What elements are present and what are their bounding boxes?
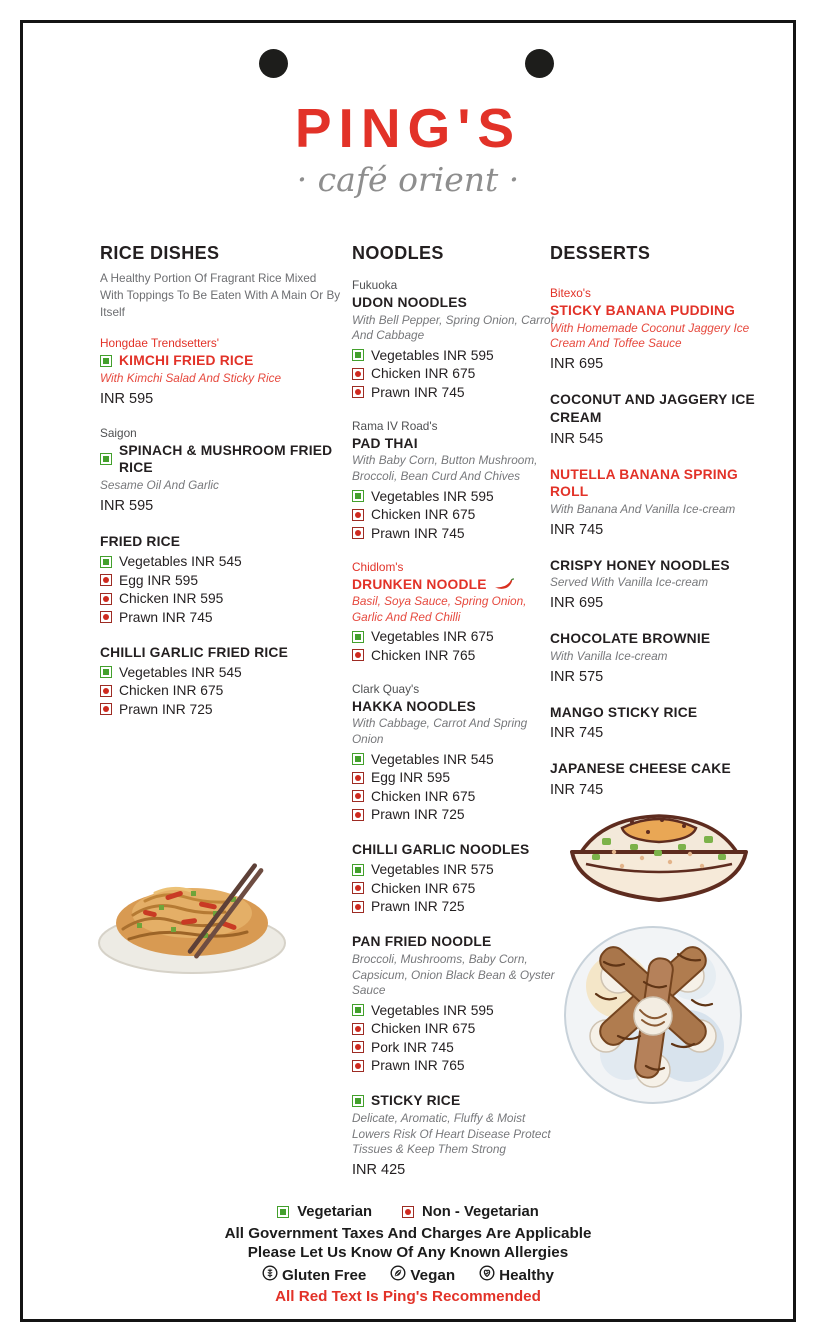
item-name-row bbox=[550, 630, 768, 648]
non-veg-icon bbox=[352, 509, 364, 521]
item-price: INR 595 bbox=[100, 497, 154, 514]
non-veg-icon bbox=[352, 386, 364, 398]
non-veg-icon bbox=[100, 611, 112, 623]
variant-row bbox=[352, 899, 557, 914]
legend-label: Non - Vegetarian bbox=[422, 1204, 539, 1220]
item-name-row bbox=[550, 391, 768, 426]
variant-row bbox=[100, 702, 342, 717]
variant-row bbox=[100, 554, 342, 569]
section-heading: DESSERTS bbox=[550, 243, 651, 263]
badge-vegan bbox=[390, 1265, 455, 1285]
variant-row bbox=[352, 807, 557, 822]
item-name: STICKY RICE bbox=[371, 1093, 461, 1109]
badge-label: Gluten Free bbox=[281, 1266, 367, 1284]
badge-gluten-free bbox=[262, 1265, 366, 1285]
item-name: HAKKA NOODLES bbox=[352, 698, 476, 714]
origin-label: Chidlom's bbox=[352, 559, 404, 574]
variant-label: Prawn INR 745 bbox=[371, 384, 465, 400]
menu-item bbox=[352, 1092, 557, 1178]
variant-row bbox=[352, 1040, 557, 1055]
variant-label: Pork INR 745 bbox=[371, 1039, 454, 1055]
non-veg-icon bbox=[402, 1206, 414, 1218]
item-price: INR 745 bbox=[550, 521, 604, 538]
variant-label: Egg INR 595 bbox=[371, 770, 450, 785]
variant-label: Egg INR 595 bbox=[119, 572, 198, 588]
non-veg-icon bbox=[100, 703, 112, 715]
variant-row bbox=[352, 752, 557, 767]
variant-row bbox=[352, 1021, 557, 1036]
vegan-icon bbox=[390, 1265, 406, 1285]
variant-label: Vegetables INR 675 bbox=[371, 629, 494, 645]
section-heading: RICE DISHES bbox=[100, 243, 220, 263]
veg-icon bbox=[100, 355, 112, 367]
item-name-row bbox=[352, 435, 557, 453]
item-description: Delicate, Aromatic, Fluffy & Moist Lowers Risk Of Heart Disease Protect Tissues & Keep Them Strong bbox=[352, 1110, 551, 1157]
item-description: Sesame Oil And Garlic bbox=[100, 478, 219, 493]
variant-label: Prawn INR 725 bbox=[371, 807, 465, 822]
origin-label: Saigon bbox=[100, 425, 137, 440]
binder-hole-left bbox=[259, 49, 288, 78]
item-name-row bbox=[352, 933, 557, 951]
variant-row bbox=[352, 489, 557, 504]
variant-label: Vegetables INR 595 bbox=[371, 488, 494, 504]
item-name-row bbox=[352, 841, 557, 859]
section-heading: NOODLES bbox=[352, 243, 444, 263]
veg-icon bbox=[277, 1206, 289, 1218]
item-description: Broccoli, Mushrooms, Baby Corn, Capsicum, Onion Black Bean & Oyster Sauce bbox=[352, 951, 555, 998]
menu-item bbox=[352, 278, 557, 400]
variant-row bbox=[352, 507, 557, 522]
section-items bbox=[100, 336, 342, 716]
menu-item bbox=[100, 336, 342, 406]
item-description: With Kimchi Salad And Sticky Rice bbox=[100, 370, 282, 385]
variant-row bbox=[352, 366, 557, 381]
recommended-note: All Red Text Is Ping's Recommended bbox=[275, 1288, 541, 1305]
section-items bbox=[352, 278, 557, 1178]
veg-icon bbox=[352, 1004, 364, 1016]
legend-nonveg bbox=[402, 1204, 539, 1220]
non-veg-icon bbox=[352, 882, 364, 894]
origin-label: Rama IV Road's bbox=[352, 418, 438, 433]
non-veg-icon bbox=[100, 685, 112, 697]
veg-icon bbox=[352, 864, 364, 876]
item-name: CHILLI GARLIC FRIED RICE bbox=[100, 644, 288, 660]
item-description: With Baby Corn, Button Mushroom, Broccoli, Bean Curd And Chives bbox=[352, 453, 538, 484]
variant-row bbox=[100, 573, 342, 588]
item-description: With Bell Pepper, Spring Onion, Carrot And Cabbage bbox=[352, 312, 554, 343]
variant-label: Prawn INR 725 bbox=[371, 899, 465, 915]
variant-row bbox=[352, 648, 557, 663]
veg-icon bbox=[352, 490, 364, 502]
origin-label: Clark Quay's bbox=[352, 681, 420, 696]
variant-label: Vegetables INR 545 bbox=[119, 664, 242, 680]
item-name: PAN FRIED NOODLE bbox=[352, 934, 492, 950]
item-description: Served With Vanilla Ice-cream bbox=[550, 575, 709, 590]
veg-icon bbox=[352, 349, 364, 361]
menu-item bbox=[550, 466, 768, 538]
item-name-row bbox=[100, 533, 342, 551]
item-description: With Cabbage, Carrot And Spring Onion bbox=[352, 716, 528, 747]
non-veg-icon bbox=[352, 649, 364, 661]
item-name-row bbox=[550, 466, 768, 501]
item-name-row bbox=[352, 294, 557, 312]
non-veg-icon bbox=[352, 772, 364, 784]
non-veg-icon bbox=[352, 901, 364, 913]
origin-label: Fukuoka bbox=[352, 278, 398, 292]
variant-row bbox=[352, 385, 557, 400]
item-description: With Vanilla Ice-cream bbox=[550, 648, 668, 663]
menu-item bbox=[100, 533, 342, 625]
section-description: A Healthy Portion Of Fragrant Rice Mixed With Toppings To Be Eaten With A Main Or By Itself bbox=[100, 271, 341, 320]
variant-label: Chicken INR 675 bbox=[371, 1021, 476, 1037]
variant-label: Chicken INR 675 bbox=[119, 683, 224, 699]
column-rice-dishes bbox=[100, 243, 342, 736]
menu-item bbox=[550, 391, 768, 446]
item-name: UDON NOODLES bbox=[352, 295, 468, 310]
variant-label: Chicken INR 675 bbox=[371, 507, 476, 522]
variant-label: Chicken INR 595 bbox=[119, 591, 224, 606]
column-desserts bbox=[550, 243, 768, 817]
gluten-free-icon bbox=[262, 1265, 278, 1285]
menu-item bbox=[550, 557, 768, 611]
variant-label: Prawn INR 725 bbox=[119, 701, 213, 717]
variant-row bbox=[100, 665, 342, 680]
item-name: CRISPY HONEY NOODLES bbox=[550, 557, 730, 573]
menu-item bbox=[352, 933, 557, 1073]
variant-label: Prawn INR 765 bbox=[371, 1058, 465, 1074]
item-price: INR 595 bbox=[100, 390, 154, 407]
item-name-row bbox=[550, 704, 768, 722]
menu-item bbox=[550, 286, 768, 372]
non-veg-icon bbox=[352, 1041, 364, 1053]
non-veg-icon bbox=[352, 1060, 364, 1072]
red-chilli-icon bbox=[494, 578, 514, 591]
item-price: INR 545 bbox=[550, 430, 604, 447]
veg-icon bbox=[352, 753, 364, 765]
item-name: PAD THAI bbox=[352, 435, 418, 451]
veg-icon bbox=[100, 666, 112, 678]
binder-hole-right bbox=[525, 49, 554, 78]
veg-icon bbox=[352, 1095, 364, 1107]
footer bbox=[0, 1204, 816, 1305]
menu-item bbox=[352, 419, 557, 541]
variant-row bbox=[352, 1003, 557, 1018]
item-description: Basil, Soya Sauce, Spring Onion, Garlic And Red Chilli bbox=[352, 594, 527, 624]
item-name-row bbox=[352, 1092, 557, 1110]
variant-label: Chicken INR 675 bbox=[371, 366, 476, 382]
variant-label: Prawn INR 745 bbox=[119, 609, 213, 625]
allergies-note: Please Let Us Know Of Any Known Allergies bbox=[247, 1244, 569, 1261]
item-name-row bbox=[352, 698, 557, 716]
section-items bbox=[550, 286, 768, 798]
non-veg-icon bbox=[352, 1023, 364, 1035]
non-veg-icon bbox=[352, 790, 364, 802]
item-description: With Banana And Vanilla Ice-cream bbox=[550, 501, 736, 516]
item-price: INR 695 bbox=[550, 356, 604, 373]
item-name: KIMCHI FRIED RICE bbox=[119, 353, 254, 369]
variant-label: Vegetables INR 545 bbox=[119, 554, 242, 569]
item-price: INR 695 bbox=[550, 595, 604, 612]
item-name-row bbox=[550, 302, 768, 320]
noodle-plate-with-chopsticks-illustration bbox=[95, 853, 305, 980]
variant-row bbox=[352, 881, 557, 896]
non-veg-icon bbox=[100, 593, 112, 605]
variant-row bbox=[100, 683, 342, 698]
item-name: MANGO STICKY RICE bbox=[550, 704, 698, 720]
item-price: INR 745 bbox=[550, 725, 604, 742]
variant-label: Vegetables INR 575 bbox=[371, 862, 494, 878]
menu-item bbox=[550, 704, 768, 742]
item-name-row bbox=[100, 442, 342, 477]
badge-label: Healthy bbox=[499, 1266, 555, 1284]
menu-item bbox=[100, 426, 342, 514]
legend-veg bbox=[277, 1204, 372, 1220]
item-name: CHOCOLATE BROWNIE bbox=[550, 631, 711, 647]
variant-label: Vegetables INR 595 bbox=[371, 347, 494, 363]
item-price: INR 425 bbox=[352, 1162, 406, 1179]
non-veg-icon bbox=[352, 809, 364, 821]
variant-row bbox=[352, 770, 557, 785]
item-name: CHILLI GARLIC NOODLES bbox=[352, 842, 530, 857]
item-name-row bbox=[352, 576, 557, 594]
variant-row bbox=[352, 348, 557, 363]
menu-item bbox=[352, 841, 557, 914]
brand-title: PING'S bbox=[294, 97, 522, 159]
taxes-note: All Government Taxes And Charges Are Applicable bbox=[224, 1225, 592, 1242]
menu-item bbox=[352, 560, 557, 663]
veg-icon bbox=[100, 556, 112, 568]
variant-label: Prawn INR 745 bbox=[371, 525, 465, 541]
veg-legend-row bbox=[0, 1204, 816, 1220]
non-veg-icon bbox=[100, 574, 112, 586]
item-description: With Homemade Coconut Jaggery Ice Cream And Toffee Sauce bbox=[550, 320, 750, 351]
variant-row bbox=[352, 526, 557, 541]
legend-label: Vegetarian bbox=[297, 1204, 373, 1220]
item-name-row bbox=[100, 352, 342, 370]
menu-item bbox=[550, 630, 768, 684]
item-price: INR 575 bbox=[550, 668, 604, 685]
variant-row bbox=[100, 591, 342, 606]
menu-item bbox=[352, 682, 557, 822]
item-name: DRUNKEN NOODLE bbox=[352, 576, 487, 592]
non-veg-icon bbox=[352, 527, 364, 539]
item-name: SPINACH & MUSHROOM FRIED RICE bbox=[119, 442, 333, 476]
badge-label: Vegan bbox=[410, 1266, 456, 1284]
item-name: STICKY BANANA PUDDING bbox=[550, 303, 736, 318]
item-name-row bbox=[550, 760, 768, 778]
item-name-row bbox=[100, 644, 342, 662]
column-noodles bbox=[352, 243, 557, 1197]
variant-label: Chicken INR 675 bbox=[371, 880, 476, 896]
veg-icon bbox=[352, 631, 364, 643]
item-price: INR 745 bbox=[550, 781, 604, 798]
variant-label: Vegetables INR 545 bbox=[371, 751, 494, 767]
item-name: FRIED RICE bbox=[100, 533, 181, 549]
non-veg-icon bbox=[352, 368, 364, 380]
origin-label: Bitexo's bbox=[550, 286, 591, 300]
variant-label: Vegetables INR 595 bbox=[371, 1002, 494, 1018]
item-name: NUTELLA BANANA SPRING ROLL bbox=[550, 466, 738, 500]
variant-label: Chicken INR 675 bbox=[371, 788, 476, 804]
chocolate-spring-rolls-ice-cream-plate-illustration bbox=[560, 924, 746, 1106]
healthy-icon bbox=[479, 1265, 495, 1285]
diet-badges-row bbox=[0, 1265, 816, 1285]
item-name: JAPANESE CHEESE CAKE bbox=[550, 761, 731, 777]
variant-row bbox=[352, 1058, 557, 1073]
variant-row bbox=[352, 862, 557, 877]
menu-item bbox=[100, 644, 342, 717]
brand-subtitle: · café orient · bbox=[296, 160, 520, 199]
variant-label: Chicken INR 765 bbox=[371, 647, 476, 663]
badge-healthy bbox=[479, 1265, 554, 1285]
variant-row bbox=[100, 610, 342, 625]
variant-row bbox=[352, 789, 557, 804]
origin-label: Hongdae Trendsetters' bbox=[100, 336, 219, 351]
veg-icon bbox=[100, 453, 112, 465]
variant-row bbox=[352, 629, 557, 644]
item-name: COCONUT AND JAGGERY ICE CREAM bbox=[550, 392, 755, 425]
fried-rice-bowl-illustration bbox=[562, 792, 757, 914]
item-name-row bbox=[550, 557, 768, 575]
